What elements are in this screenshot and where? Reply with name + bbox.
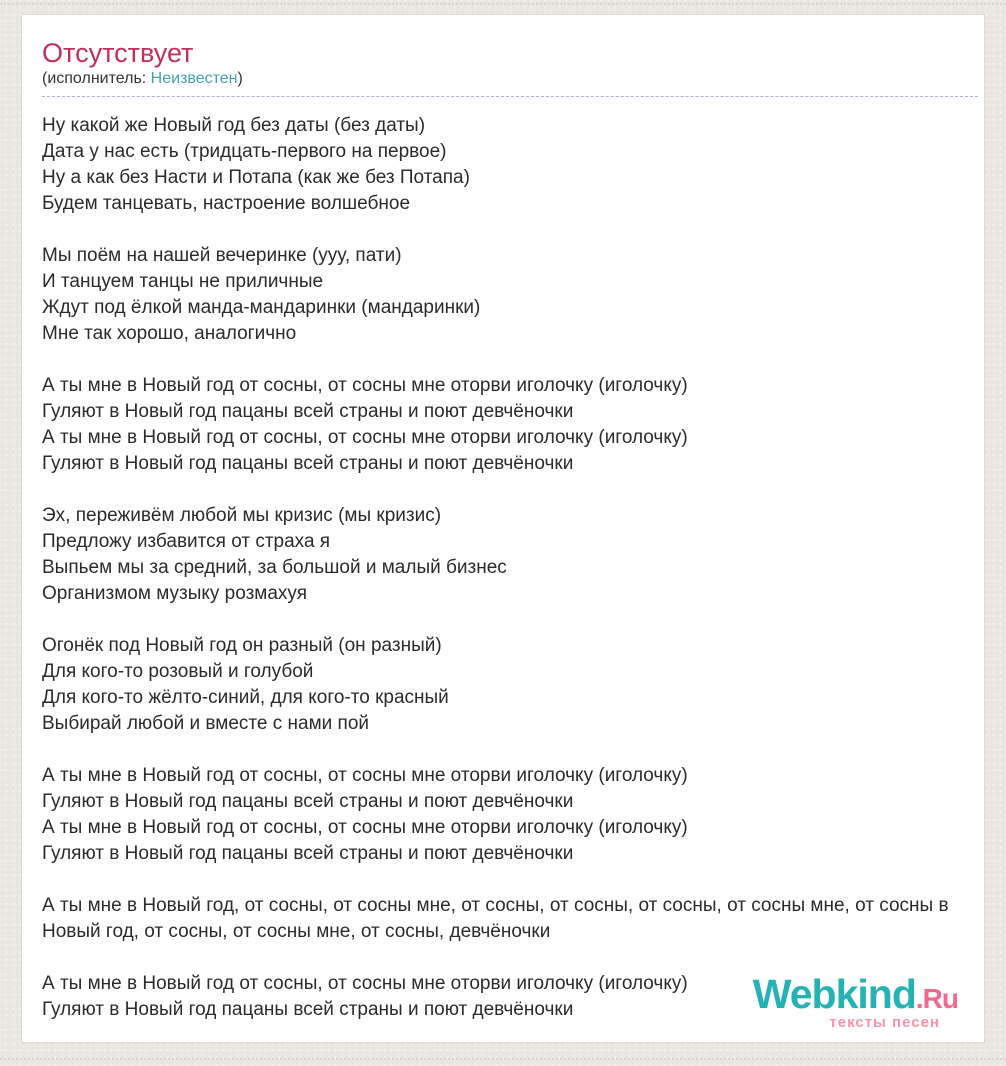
top-stitch-divider [0,3,1006,5]
song-title: Отсутствует [42,38,194,68]
lyric-line: Гуляют в Новый год пацаны всей страны и поют девчёночки [42,843,574,864]
lyric-line: Для кого-то розовый и голубой [42,661,314,682]
lyric-line: Огонёк под Новый год он разный (он разный) [42,635,442,656]
lyric-line: Мне так хорошо, аналогично [42,323,297,344]
lyrics-card [21,14,985,1043]
logo-webkind-text: Webkind [752,971,916,1017]
webkind-logo-wordmark [752,971,958,1017]
lyric-line: А ты мне в Новый год, от сосны, от сосны мне, от сосны, от сосны, от сосны, от сосны мне, от сосны в Новый год, от сосны, от сосны мне, от сосны, девчёночки [42,895,949,942]
lyric-line: Мы поём на нашей вечеринке (ууу, пати) [42,245,402,266]
lyric-line: Гуляют в Новый год пацаны всей страны и поют девчёночки [42,791,574,812]
webkind-logo[interactable] [752,971,958,1031]
stanza [42,373,974,477]
lyric-line: А ты мне в Новый год от сосны, от сосны мне оторви иголочку (иголочку) [42,375,688,396]
stanza [42,503,974,607]
stanza [42,243,974,347]
lyric-line: Дата у нас есть (тридцать-первого на первое) [42,141,447,162]
lyrics-text [42,113,974,1023]
lyric-line: Будем танцевать, настроение волшебное [42,193,411,214]
artist-row [42,69,978,97]
lyric-line: Гуляют в Новый год пацаны всей страны и поют девчёночки [42,401,574,422]
lyric-line: Выпьем мы за средний, за большой и малый бизнес [42,557,507,578]
lyric-line: Гуляют в Новый год пацаны всей страны и поют девчёночки [42,999,574,1020]
stanza [42,113,974,217]
lyric-line: Организмом музыку розмахуя [42,583,307,604]
artist-link[interactable]: Неизвестен [150,70,238,87]
lyric-line: Для кого-то жёлто-синий, для кого-то красный [42,687,449,708]
lyric-line: Предложу избавится от страха я [42,531,331,552]
lyric-line: Эх, переживём любой мы кризис (мы кризис) [42,505,442,526]
logo-tagline: тексты песен [829,1014,940,1031]
bottom-stitch-divider [0,1058,1006,1060]
lyric-line: А ты мне в Новый год от сосны, от сосны мне оторви иголочку (иголочку) [42,427,688,448]
stanza [42,633,974,737]
artist-label-suffix: ) [237,70,243,87]
artist-label-prefix: (исполнитель: [42,70,151,87]
lyric-line: А ты мне в Новый год от сосны, от сосны мне оторви иголочку (иголочку) [42,973,688,994]
lyric-line: А ты мне в Новый год от сосны, от сосны мне оторви иголочку (иголочку) [42,765,688,786]
stanza [42,893,974,945]
lyric-line: Ну а как без Насти и Потапа (как же без Потапа) [42,167,470,188]
lyric-line: А ты мне в Новый год от сосны, от сосны мне оторви иголочку (иголочку) [42,817,688,838]
lyric-line: Ждут под ёлкой манда-мандаринки (мандаринки) [42,297,481,318]
logo-ru-text: .Ru [915,983,958,1014]
lyric-line: Ну какой же Новый год без даты (без даты) [42,115,426,136]
stanza [42,763,974,867]
lyric-line: Выбирай любой и вместе с нами пой [42,713,370,734]
lyric-line: И танцуем танцы не приличные [42,271,324,292]
lyric-line: Гуляют в Новый год пацаны всей страны и поют девчёночки [42,453,574,474]
